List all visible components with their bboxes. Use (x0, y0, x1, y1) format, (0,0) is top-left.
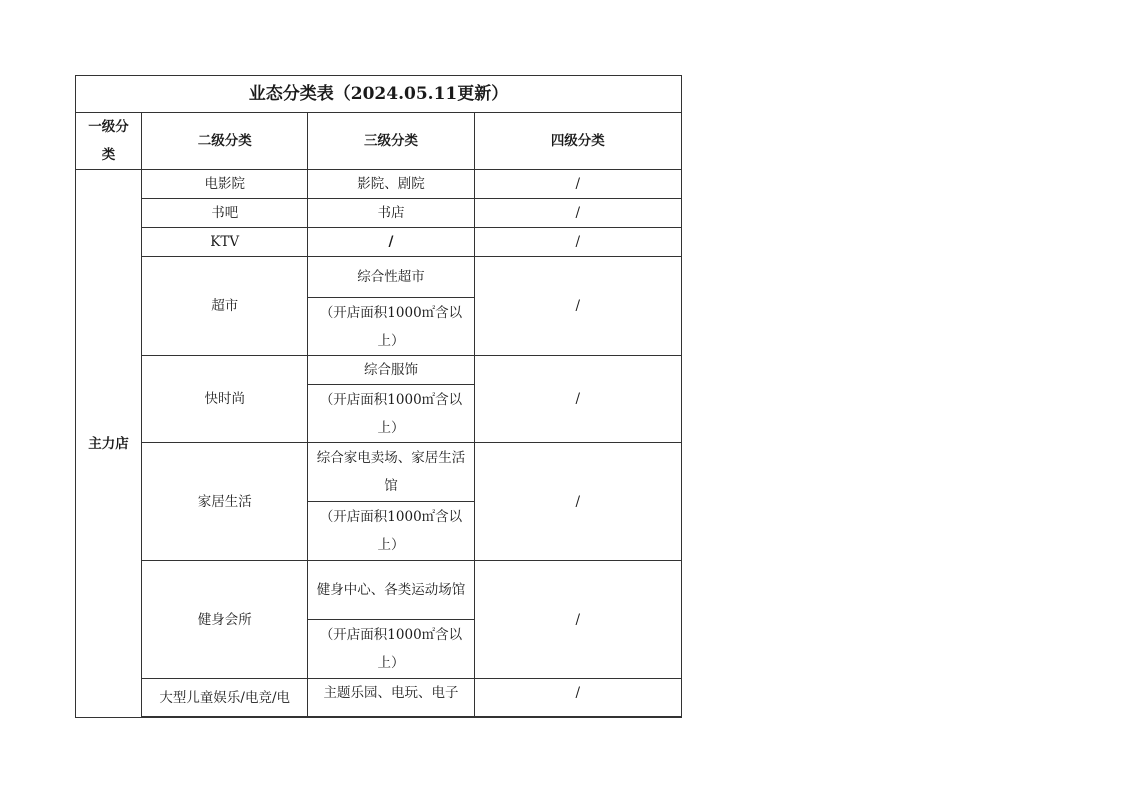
level2-cell: 健身会所 (142, 561, 308, 679)
level2-cell: 书吧 (142, 199, 308, 228)
level4-cell: / (474, 679, 681, 717)
level4-cell: / (474, 443, 681, 561)
level2-cell: KTV (142, 228, 308, 257)
level4-cell: / (474, 561, 681, 679)
category-table (75, 75, 682, 718)
level4-cell: / (474, 199, 681, 228)
level3-cell: 综合性超市 (308, 257, 474, 298)
header-level1: 一级分类 (76, 113, 142, 170)
header-level3: 三级分类 (308, 113, 474, 170)
table-title: 业态分类表（2024.05.11更新） (76, 76, 682, 113)
level3-note-cell: （开店面积1000㎡含以上） (308, 620, 474, 679)
level3-cell: 影院、剧院 (308, 170, 474, 199)
level1-cell: 主力店 (76, 170, 142, 718)
level4-cell: / (474, 228, 681, 257)
level2-cell: 快时尚 (142, 356, 308, 443)
level3-cell: 综合服饰 (308, 356, 474, 385)
level3-cell: 综合家电卖场、家居生活馆 (308, 443, 474, 502)
level2-cell: 家居生活 (142, 443, 308, 561)
level3-note-cell: （开店面积1000㎡含以上） (308, 385, 474, 443)
level4-cell: / (474, 257, 681, 356)
level3-cell: 书店 (308, 199, 474, 228)
header-level2: 二级分类 (142, 113, 308, 170)
level3-note-cell: （开店面积1000㎡含以上） (308, 298, 474, 356)
header-level4: 四级分类 (474, 113, 681, 170)
level2-cell: 大型儿童娱乐/电竞/电 (142, 679, 308, 717)
level2-cell: 电影院 (142, 170, 308, 199)
level3-cell: 健身中心、各类运动场馆 (308, 561, 474, 620)
level3-cell: 主题乐园、电玩、电子 (308, 679, 474, 717)
level2-cell: 超市 (142, 257, 308, 356)
level3-cell: / (308, 228, 474, 257)
category-table-sheet (75, 75, 682, 717)
level3-note-cell: （开店面积1000㎡含以上） (308, 502, 474, 561)
level4-cell: / (474, 170, 681, 199)
level4-cell: / (474, 356, 681, 443)
